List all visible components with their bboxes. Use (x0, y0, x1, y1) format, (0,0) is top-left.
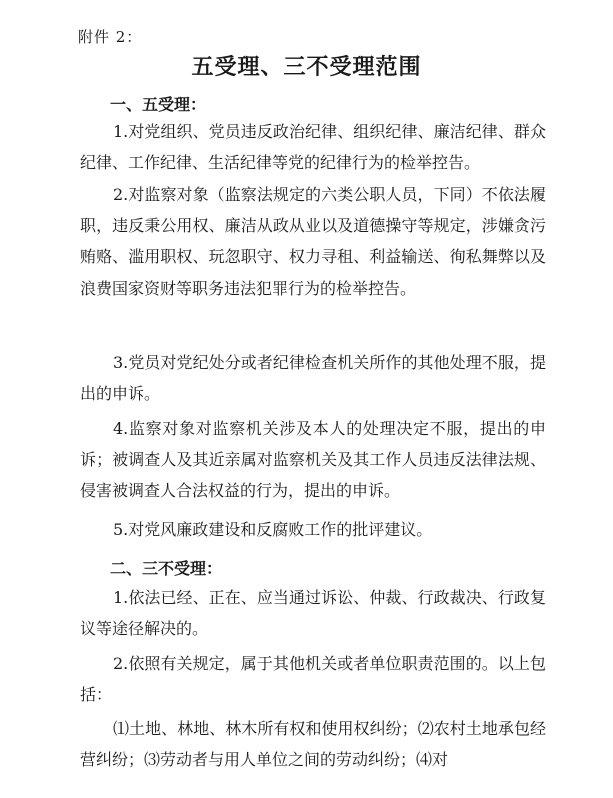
paragraph-item: 5.对党风廉政建设和反腐败工作的批评建议。 (113, 520, 433, 539)
paragraph-item: 3.党员对党纪处分或者纪律检查机关所作的其他处理不服，提出的申诉。 (80, 353, 546, 404)
page-title: 五受理、三不受理范围 (191, 54, 422, 80)
paragraph-item: 1.依法已经、正在、应当通过诉讼、仲裁、行政裁决、行政复议等途径解决的。 (80, 588, 546, 639)
section-heading-three-reject: 二、三不受理： (110, 559, 223, 578)
paragraph-item: 2.对监察对象（监察法规定的六类公职人员，下同）不依法履职，违反秉公用权、廉洁从政从业以及道德操守等规定，涉嫌贪污贿赂、滥用职权、玩忽职守、权力寻租、利益输送、徇私舞弊以及浪费国家资财等职务违法犯罪行为的检举控告。 (80, 185, 546, 298)
paragraph-item: 1.对党组织、党员违反政治纪律、组织纪律、廉洁纪律、群众纪律、工作纪律、生活纪律等党的纪律行为的检举控告。 (80, 122, 546, 173)
paragraph-item: 4.监察对象对监察机关涉及本人的处理决定不服，提出的申诉；被调查人及其近亲属对监察机关及其工作人员违反法律法规、侵害被调查人合法权益的行为，提出的申诉。 (80, 419, 546, 501)
paragraph-item: 2.依照有关规定，属于其他机关或者单位职责范围的。以上包括： (80, 654, 546, 705)
section-heading-five-accept: 一、五受理： (110, 95, 207, 114)
paragraph-item: ⑴土地、林地、林木所有权和使用权纠纷；⑵农村土地承包经营纠纷；⑶劳动者与用人单位之间的劳动纠纷；⑷对 (80, 719, 546, 770)
attachment-label: 附件 2： (78, 28, 143, 46)
